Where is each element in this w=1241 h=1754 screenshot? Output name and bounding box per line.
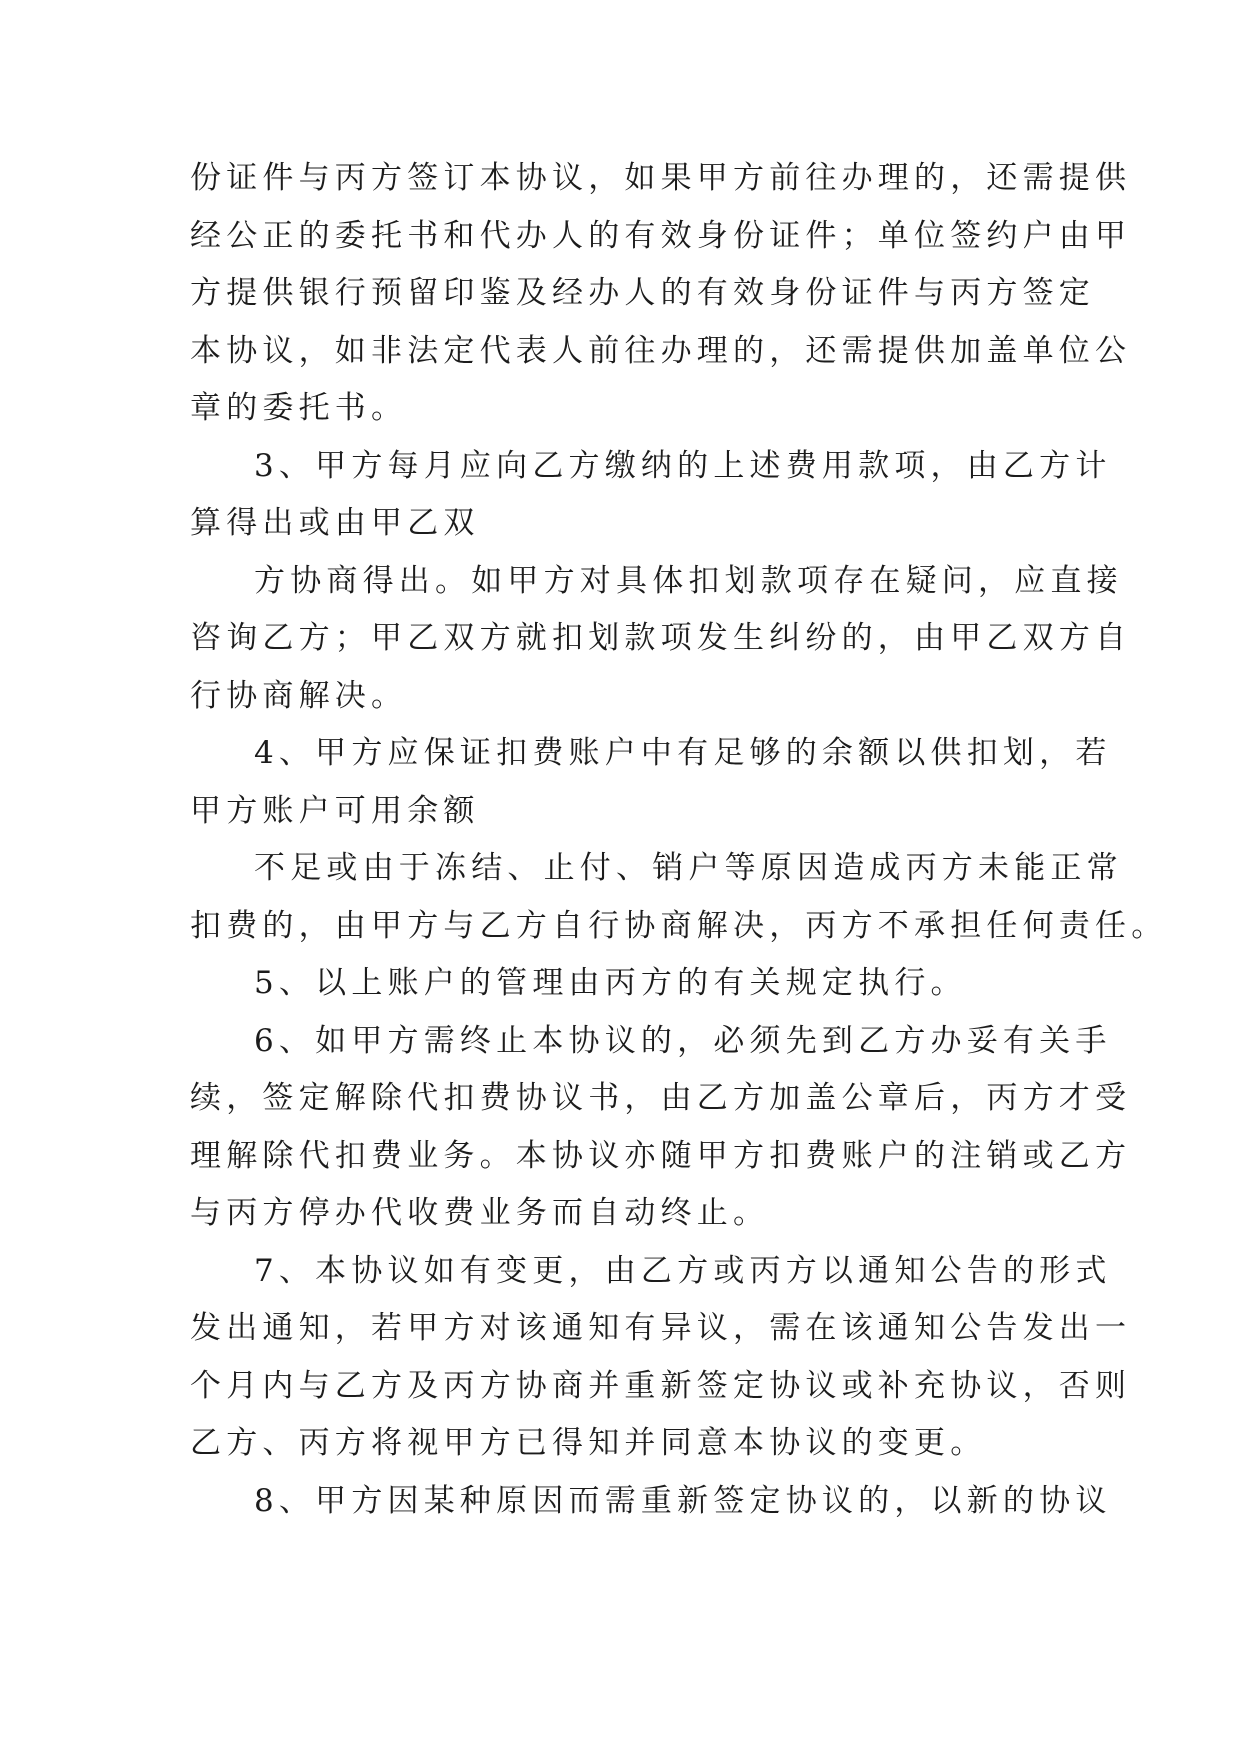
document-body bbox=[190, 150, 1168, 1530]
text-line: 续，签定解除代扣费协议书，由乙方加盖公章后，丙方才受 bbox=[190, 1080, 1132, 1116]
text-line: 个月内与乙方及丙方协商并重新签定协议或补充协议，否则 bbox=[190, 1367, 1132, 1404]
clause-8-start: 8、甲方因某种原因而需重新签定协议的，以新的协议 bbox=[254, 1482, 1112, 1519]
text-line: 扣费的，由甲方与乙方自行协商解决，丙方不承担任何责任。 bbox=[190, 907, 1168, 944]
text-line: 不足或由于冻结、止付、销户等原因造成丙方未能正常 bbox=[254, 850, 1123, 886]
clause-4-start: 4、甲方应保证扣费账户中有足够的余额以供扣划，若 bbox=[254, 735, 1112, 771]
text-line: 章的委托书。 bbox=[190, 390, 408, 426]
text-line: 方提供银行预留印鉴及经办人的有效身份证件与丙方签定 bbox=[190, 275, 1095, 311]
text-line: 本协议，如非法定代表人前往办理的，还需提供加盖单位公 bbox=[190, 332, 1132, 369]
text-line: 经公正的委托书和代办人的有效身份证件；单位签约户由甲 bbox=[190, 217, 1132, 254]
text-line: 乙方、丙方将视甲方已得知并同意本协议的变更。 bbox=[190, 1425, 987, 1461]
text-line: 算得出或由甲乙双 bbox=[190, 505, 480, 541]
text-line: 甲方账户可用余额 bbox=[190, 792, 480, 829]
text-line: 行协商解决。 bbox=[190, 677, 408, 714]
text-line: 咨询乙方；甲乙双方就扣划款项发生纠纷的，由甲乙双方自 bbox=[190, 620, 1132, 656]
text-line: 与丙方停办代收费业务而自动终止。 bbox=[190, 1195, 770, 1231]
clause-5: 5、以上账户的管理由丙方的有关规定执行。 bbox=[254, 965, 967, 1001]
text-line: 理解除代扣费业务。本协议亦随甲方扣费账户的注销或乙方 bbox=[190, 1137, 1132, 1174]
clause-3-start: 3、甲方每月应向乙方缴纳的上述费用款项，由乙方计 bbox=[254, 447, 1112, 484]
text-line: 方协商得出。如甲方对具体扣划款项存在疑问，应直接 bbox=[254, 562, 1123, 599]
clause-7-start: 7、本协议如有变更，由乙方或丙方以通知公告的形式 bbox=[254, 1252, 1112, 1289]
text-line: 份证件与丙方签订本协议，如果甲方前往办理的，还需提供 bbox=[190, 160, 1132, 196]
text-line: 发出通知，若甲方对该通知有异议，需在该通知公告发出一 bbox=[190, 1310, 1132, 1346]
clause-6-start: 6、如甲方需终止本协议的，必须先到乙方办妥有关手 bbox=[254, 1022, 1112, 1059]
